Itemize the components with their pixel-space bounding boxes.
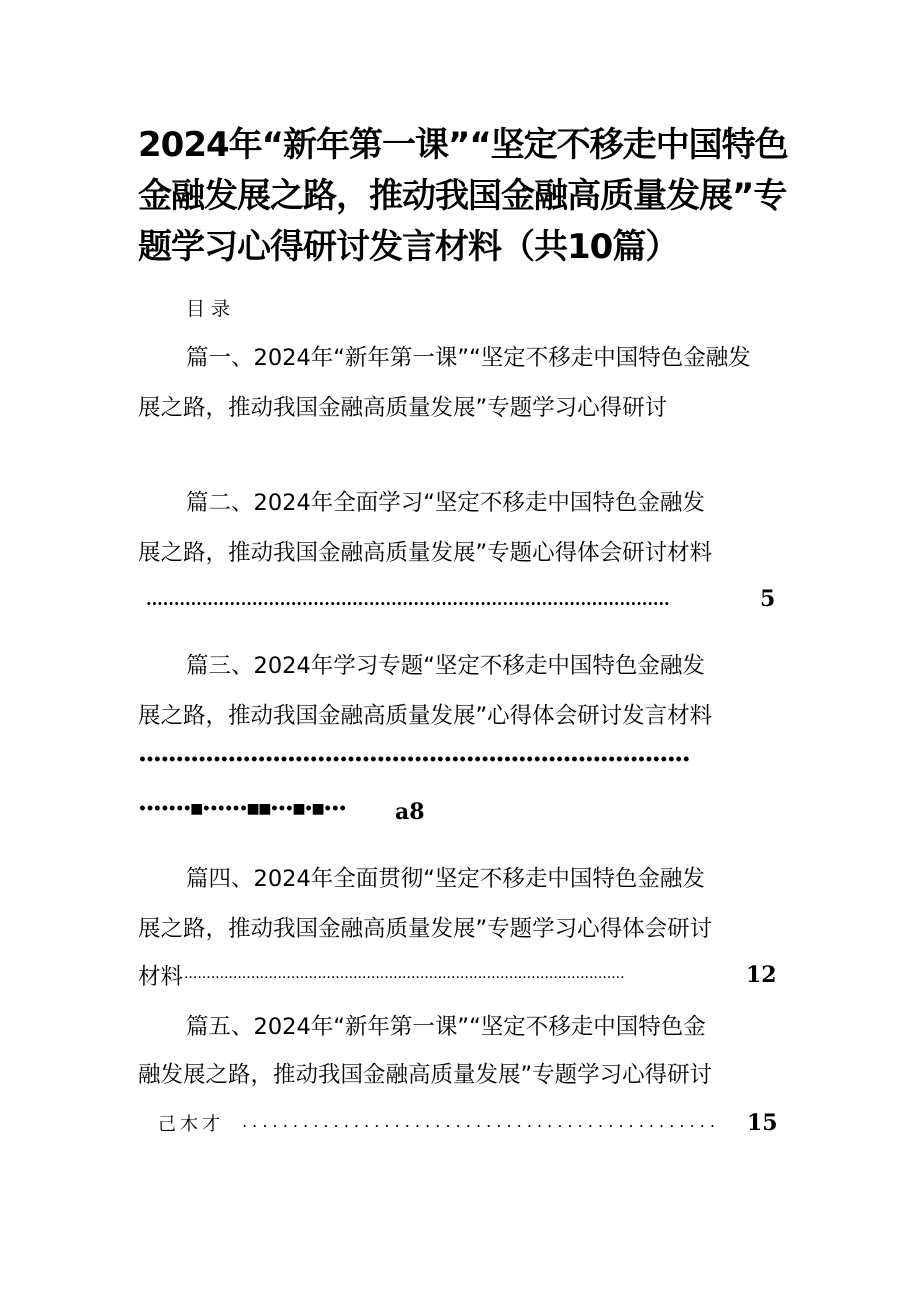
- toc-entry-5-page[interactable]: 15: [747, 1110, 778, 1136]
- toc-entry-4-leader: ...................................................................................................: [184, 966, 625, 982]
- toc-entry-2-leader: ..............................................................................................: [146, 590, 670, 609]
- title-line-2: 金融发展之路，推动我国金融高质量发展”专: [138, 176, 787, 216]
- toc-entry-5-line-1[interactable]: 篇五、2024年“新年第一课”“坚定不移走中国特色金: [186, 1014, 706, 1040]
- toc-entry-4-line-1[interactable]: 篇四、2024年全面贯彻“坚定不移走中国特色金融发: [186, 866, 705, 892]
- toc-entry-3-leader: ••••••••••••••••••••••••••••••••••••••••••••••••••••••••••••••••••••••••••: [138, 752, 690, 768]
- title-line-3: 题学习心得研讨发言材料（共10篇）: [138, 227, 679, 267]
- toc-entry-3-line-2[interactable]: 展之路，推动我国金融高质量发展”心得体会研讨发言材料: [138, 703, 713, 729]
- document-title: [138, 120, 793, 273]
- toc-entry-5-leader: . . . . . . . . . . . . . . . . . . . . . . . . . . . . . . . . . . . . . . . . . . . . . . .: [242, 1112, 715, 1131]
- toc-heading: 目录: [186, 298, 237, 320]
- toc-entry-3-leader-2: •••••••■••••••■■•••■•■•••: [138, 801, 346, 817]
- toc-entry-3-line-1[interactable]: 篇三、2024年学习专题“坚定不移走中国特色金融发: [186, 653, 705, 679]
- toc-entry-4-page[interactable]: 12: [746, 962, 777, 988]
- title-line-1: 2024年“新年第一课”“坚定不移走中国特色: [138, 125, 788, 165]
- toc-entry-1-line-2[interactable]: 展之路，推动我国金融高质量发展”专题学习心得研讨: [138, 395, 668, 421]
- toc-entry-5-line-2[interactable]: 融发展之路，推动我国金融高质量发展”专题学习心得研讨: [138, 1062, 713, 1088]
- toc-entry-4-line-2[interactable]: 展之路，推动我国金融高质量发展”专题学习心得体会研讨: [138, 916, 713, 942]
- toc-entry-4-line-3[interactable]: 材料: [138, 964, 184, 990]
- toc-entry-5-line-3[interactable]: 己木才: [158, 1114, 224, 1135]
- toc-entry-3-page[interactable]: a8: [395, 799, 425, 825]
- toc-entry-2-line-1[interactable]: 篇二、2024年全面学习“坚定不移走中国特色金融发: [186, 490, 705, 516]
- toc-entry-1-line-1[interactable]: 篇一、2024年“新年第一课”“坚定不移走中国特色金融发: [186, 345, 751, 371]
- toc-entry-2-line-2[interactable]: 展之路，推动我国金融高质量发展”专题心得体会研讨材料: [138, 540, 713, 566]
- toc-entry-2-page[interactable]: 5: [760, 586, 776, 612]
